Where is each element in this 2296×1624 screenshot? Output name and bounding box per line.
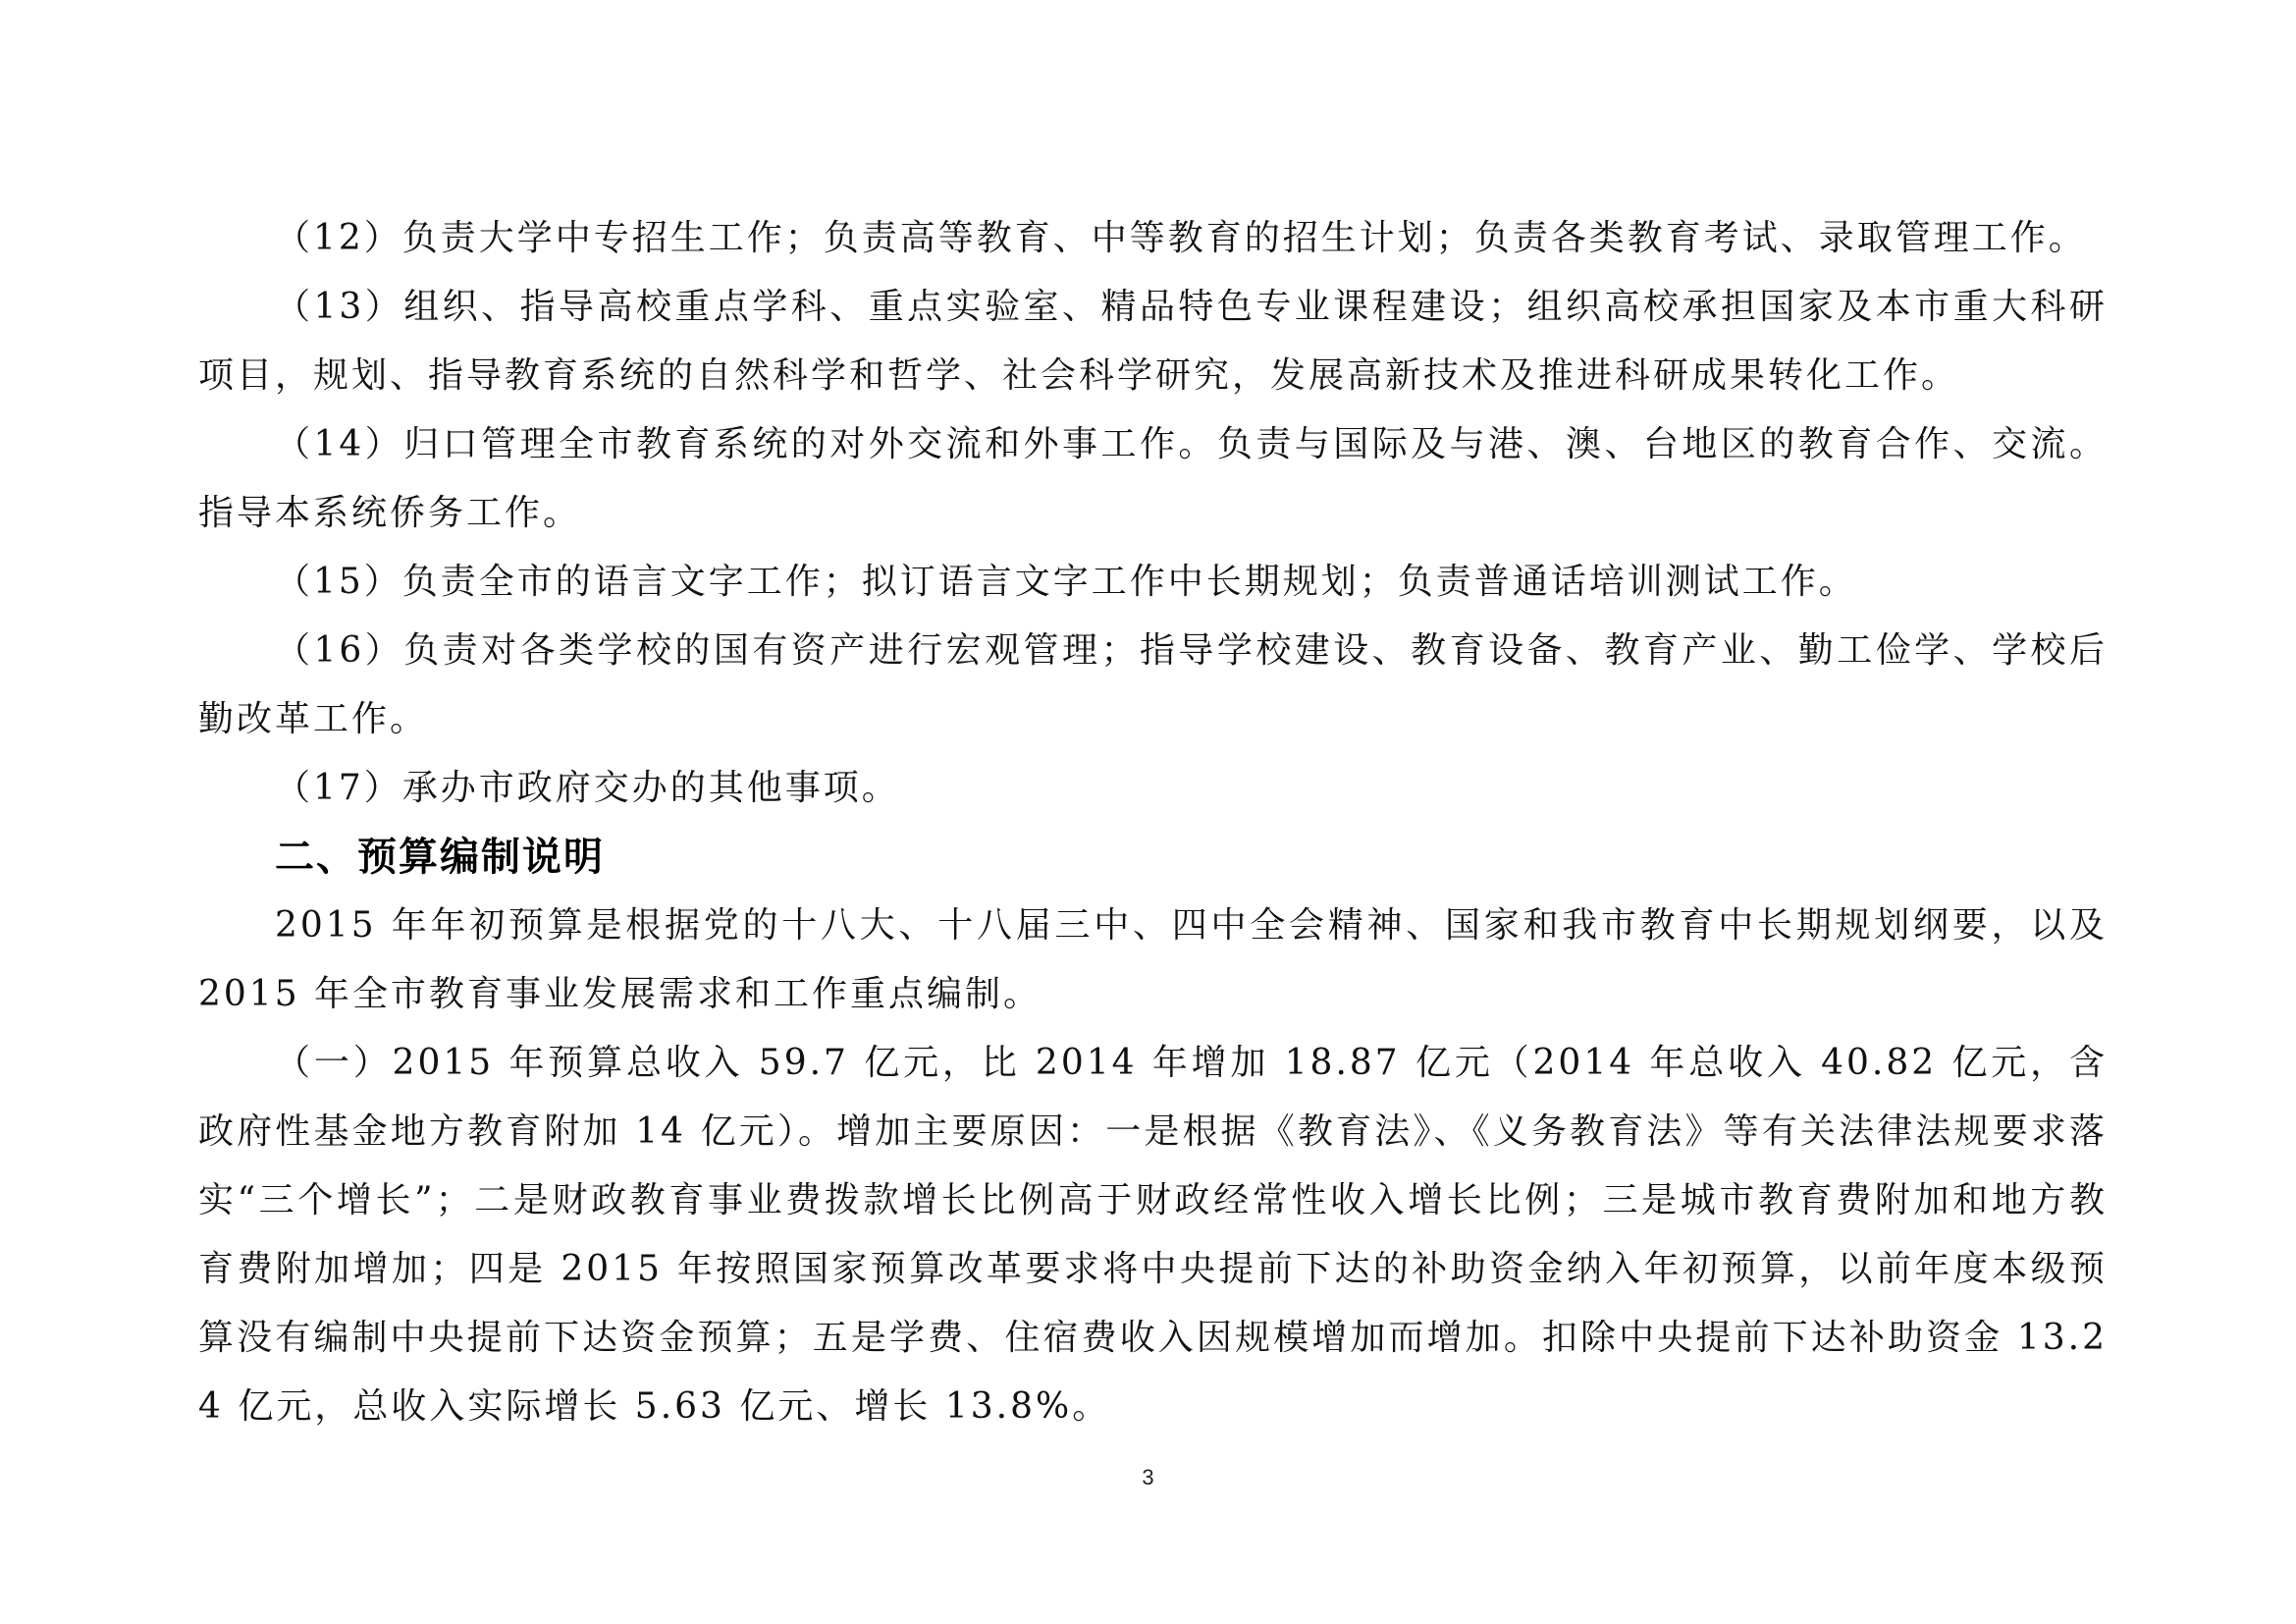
duty-item-13: （13）组织、指导高校重点学科、重点实验室、精品特色专业课程建设；组织高校承担国家及本市重大科研项目，规划、指导教育系统的自然科学和哲学、社会科学研究，发展高新技术及推进科研成果转化工作。	[198, 287, 2108, 396]
budget-intro-paragraph: 2015 年年初预算是根据党的十八大、十八届三中、四中全会精神、国家和我市教育中长期规划纲要，以及 2015 年全市教育事业发展需求和工作重点编制。	[198, 905, 2108, 1014]
duty-item-14: （14）归口管理全市教育系统的对外交流和外事工作。负责与国际及与港、澳、台地区的教育合作、交流。指导本系统侨务工作。	[198, 424, 2108, 533]
duty-item-17: （17）承办市政府交办的其他事项。	[275, 768, 900, 808]
page-number: 3	[1142, 1465, 1154, 1489]
document-body	[198, 204, 2108, 1441]
section-heading-budget: 二、预算编制说明	[275, 835, 605, 880]
duty-item-16: （16）负责对各类学校的国有资产进行宏观管理；指导学校建设、教育设备、教育产业、勤工俭学、学校后勤改革工作。	[198, 630, 2108, 739]
duty-item-15: （15）负责全市的语言文字工作；拟订语言文字工作中长期规划；负责普通话培训测试工作。	[275, 562, 1857, 602]
budget-item-1-paragraph: （一）2015 年预算总收入 59.7 亿元，比 2014 年增加 18.87 亿元（2014 年总收入 40.82 亿元，含政府性基金地方教育附加 14 亿元）。增加主要原因：一是根据《教育法》、《义务教育法》等有关法律法规要求落实“三个增长”；二是财政教育事业费拨款增长比例高于财政经常性收入增长比例；三是城市教育费附加和地方教育费附加增加；四是 2015 年按照国家预算改革要求将中央提前下达的补助资金纳入年初预算，以前年度本级预算没有编制中央提前下达资金预算；五是学费、住宿费收入因规模增加而增加。扣除中央提前下达补助资金 13.24 亿元，总收入实际增长 5.63 亿元、增长 13.8%。	[198, 1043, 2108, 1427]
duty-item-12: （12）负责大学中专招生工作；负责高等教育、中等教育的招生计划；负责各类教育考试、录取管理工作。	[275, 218, 2087, 258]
